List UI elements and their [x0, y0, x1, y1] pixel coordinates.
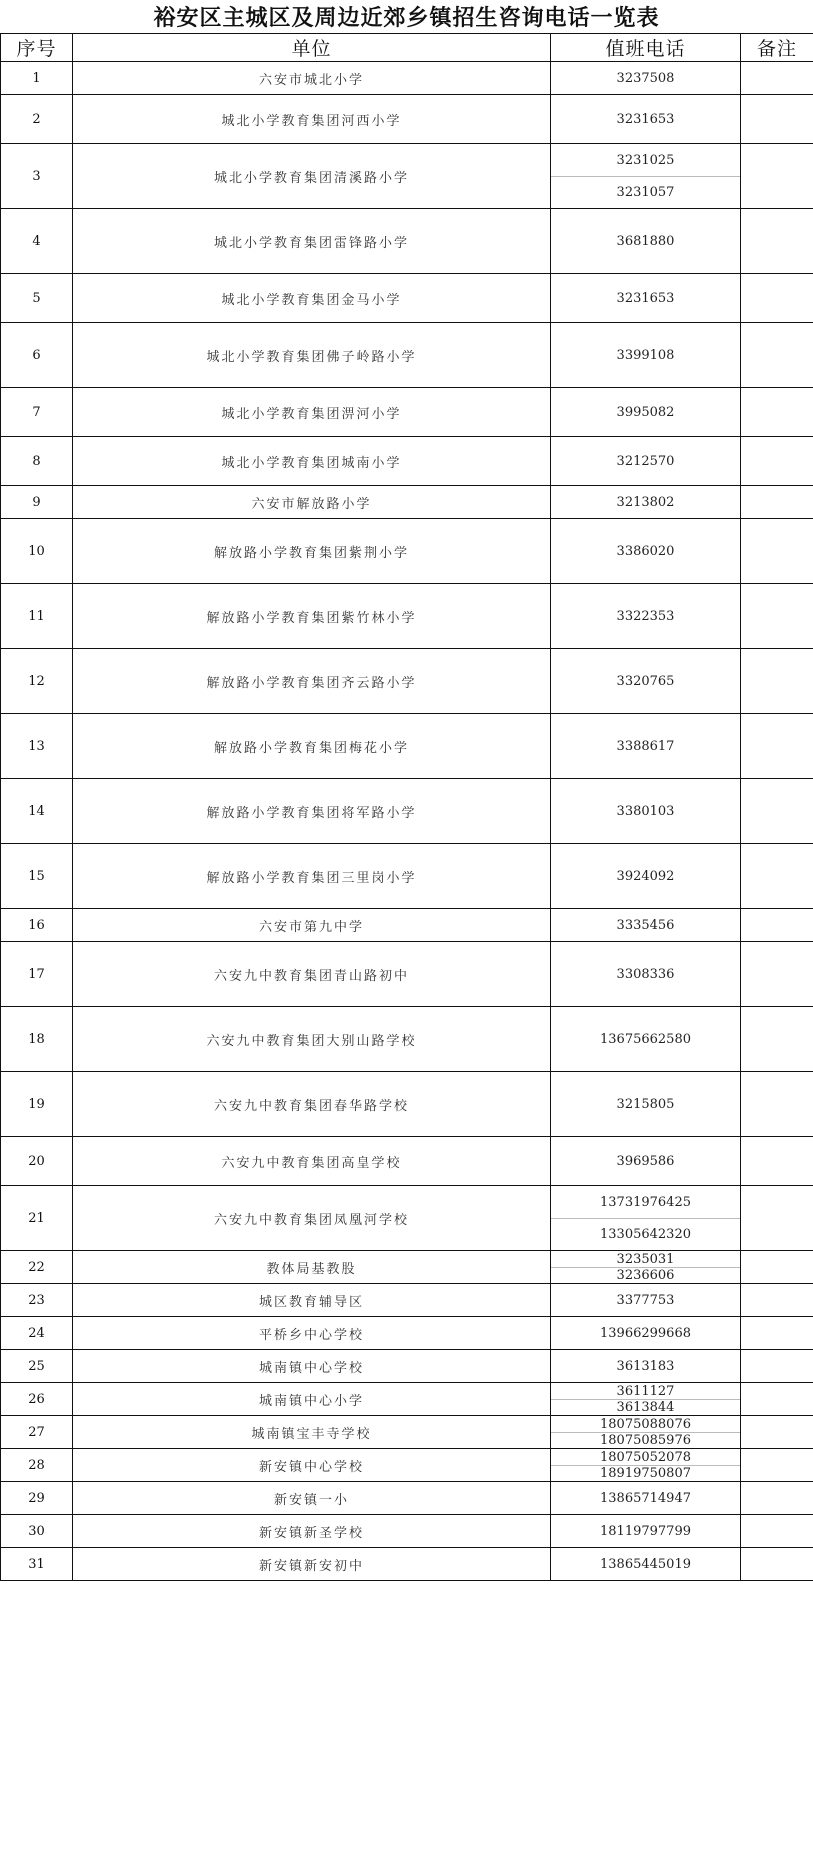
row-number: 22	[1, 1251, 73, 1284]
note-cell	[741, 1186, 813, 1251]
phone-number: 3236606	[551, 1267, 740, 1283]
table-row	[1, 519, 813, 584]
phone-number: 3611127	[616, 1383, 675, 1399]
table-row	[1, 1251, 813, 1284]
unit-name: 平桥乡中心学校	[73, 1317, 551, 1350]
table-row	[1, 1416, 813, 1449]
row-number: 13	[1, 714, 73, 779]
note-cell	[741, 942, 813, 1007]
unit-name: 城北小学教育集团河西小学	[73, 95, 551, 144]
unit-name: 城南镇中心学校	[73, 1350, 551, 1383]
note-cell	[741, 1317, 813, 1350]
table-row	[1, 323, 813, 388]
note-cell	[741, 1284, 813, 1317]
unit-name: 城区教育辅导区	[73, 1284, 551, 1317]
note-cell	[741, 209, 813, 274]
phone-number: 13675662580	[600, 1031, 691, 1047]
unit-name: 城北小学教育集团清溪路小学	[73, 144, 551, 209]
unit-name: 六安市解放路小学	[73, 486, 551, 519]
duty-phone-cell	[551, 388, 741, 437]
note-cell	[741, 1137, 813, 1186]
phone-number: 3613183	[616, 1358, 675, 1374]
duty-phone-cell	[551, 437, 741, 486]
header-phone: 值班电话	[551, 34, 741, 62]
note-cell	[741, 649, 813, 714]
row-number: 1	[1, 62, 73, 95]
unit-name: 城北小学教育集团淠河小学	[73, 388, 551, 437]
phone-number: 3231653	[616, 290, 675, 306]
unit-name: 六安九中教育集团春华路学校	[73, 1072, 551, 1137]
phone-number: 3399108	[616, 347, 675, 363]
duty-phone-cell	[551, 779, 741, 844]
row-number: 5	[1, 274, 73, 323]
header-no: 序号	[1, 34, 73, 62]
row-number: 29	[1, 1482, 73, 1515]
row-number: 14	[1, 779, 73, 844]
table-row	[1, 1449, 813, 1482]
row-number: 20	[1, 1137, 73, 1186]
row-number: 10	[1, 519, 73, 584]
duty-phone-cell	[551, 1416, 741, 1449]
table-row	[1, 1186, 813, 1251]
unit-name: 六安市第九中学	[73, 909, 551, 942]
duty-phone-cell	[551, 1251, 741, 1284]
row-number: 17	[1, 942, 73, 1007]
unit-name: 城北小学教育集团雷锋路小学	[73, 209, 551, 274]
page-title: 裕安区主城区及周边近郊乡镇招生咨询电话一览表	[153, 5, 660, 31]
note-cell	[741, 714, 813, 779]
phone-number: 13966299668	[600, 1325, 691, 1341]
table-row	[1, 1515, 813, 1548]
unit-name: 城北小学教育集团城南小学	[73, 437, 551, 486]
unit-name: 六安市城北小学	[73, 62, 551, 95]
phone-number: 3388617	[616, 738, 675, 754]
phone-number: 3969586	[616, 1153, 675, 1169]
unit-name: 城南镇宝丰寺学校	[73, 1416, 551, 1449]
row-number: 7	[1, 388, 73, 437]
phone-number: 13731976425	[600, 1194, 691, 1210]
duty-phone-cell	[551, 1482, 741, 1515]
phone-number: 3308336	[616, 966, 675, 982]
duty-phone-cell	[551, 1350, 741, 1383]
note-cell	[741, 95, 813, 144]
duty-phone-cell	[551, 486, 741, 519]
note-cell	[741, 779, 813, 844]
note-cell	[741, 1515, 813, 1548]
phone-number: 3213802	[616, 494, 675, 510]
row-number: 11	[1, 584, 73, 649]
duty-phone-cell	[551, 844, 741, 909]
note-cell	[741, 274, 813, 323]
phone-number: 3231025	[616, 152, 675, 168]
phone-number: 3995082	[616, 404, 675, 420]
duty-phone-cell	[551, 274, 741, 323]
phone-number: 13305642320	[551, 1218, 740, 1250]
unit-name: 新安镇中心学校	[73, 1449, 551, 1482]
phone-number: 3237508	[616, 70, 675, 86]
unit-name: 解放路小学教育集团三里岗小学	[73, 844, 551, 909]
table-row	[1, 779, 813, 844]
table-body	[1, 62, 813, 1581]
duty-phone-cell	[551, 323, 741, 388]
phone-number: 13865714947	[600, 1490, 691, 1506]
row-number: 28	[1, 1449, 73, 1482]
unit-name: 解放路小学教育集团将军路小学	[73, 779, 551, 844]
unit-name: 新安镇新安初中	[73, 1548, 551, 1581]
duty-phone-cell	[551, 1137, 741, 1186]
duty-phone-cell	[551, 95, 741, 144]
phone-number: 18075052078	[600, 1449, 691, 1465]
row-number: 26	[1, 1383, 73, 1416]
note-cell	[741, 388, 813, 437]
table-row	[1, 388, 813, 437]
unit-name: 城北小学教育集团金马小学	[73, 274, 551, 323]
note-cell	[741, 1416, 813, 1449]
unit-name: 六安九中教育集团凤凰河学校	[73, 1186, 551, 1251]
table-row	[1, 844, 813, 909]
unit-name: 新安镇一小	[73, 1482, 551, 1515]
note-cell	[741, 1072, 813, 1137]
row-number: 23	[1, 1284, 73, 1317]
duty-phone-cell	[551, 1284, 741, 1317]
note-cell	[741, 144, 813, 209]
header-note: 备注	[741, 34, 813, 62]
phone-number: 3386020	[616, 543, 675, 559]
phone-number: 3613844	[551, 1399, 740, 1415]
row-number: 8	[1, 437, 73, 486]
note-cell	[741, 1449, 813, 1482]
phone-number: 3924092	[616, 868, 675, 884]
duty-phone-cell	[551, 1383, 741, 1416]
table-row	[1, 95, 813, 144]
duty-phone-cell	[551, 62, 741, 95]
table-row	[1, 209, 813, 274]
unit-name: 六安九中教育集团高皇学校	[73, 1137, 551, 1186]
unit-name: 教体局基教股	[73, 1251, 551, 1284]
row-number: 24	[1, 1317, 73, 1350]
table-row	[1, 1317, 813, 1350]
phone-number: 18075088076	[600, 1416, 691, 1432]
note-cell	[741, 323, 813, 388]
phone-number: 3335456	[616, 917, 675, 933]
note-cell	[741, 844, 813, 909]
phone-number: 3681880	[616, 233, 675, 249]
phone-directory-table	[0, 33, 813, 1581]
duty-phone-cell	[551, 1007, 741, 1072]
phone-number: 18119797799	[600, 1523, 691, 1539]
phone-number: 18919750807	[551, 1465, 740, 1481]
duty-phone-cell	[551, 942, 741, 1007]
note-cell	[741, 486, 813, 519]
phone-number: 3322353	[616, 608, 675, 624]
duty-phone-cell	[551, 1449, 741, 1482]
duty-phone-cell	[551, 649, 741, 714]
unit-name: 解放路小学教育集团梅花小学	[73, 714, 551, 779]
row-number: 3	[1, 144, 73, 209]
row-number: 31	[1, 1548, 73, 1581]
note-cell	[741, 1350, 813, 1383]
duty-phone-cell	[551, 209, 741, 274]
table-row	[1, 274, 813, 323]
table-row	[1, 62, 813, 95]
duty-phone-cell	[551, 1186, 741, 1251]
duty-phone-cell	[551, 1317, 741, 1350]
table-row	[1, 714, 813, 779]
table-row	[1, 1383, 813, 1416]
duty-phone-cell	[551, 714, 741, 779]
duty-phone-cell	[551, 1515, 741, 1548]
note-cell	[741, 1007, 813, 1072]
note-cell	[741, 62, 813, 95]
unit-name: 新安镇新圣学校	[73, 1515, 551, 1548]
table-row	[1, 1137, 813, 1186]
table-row	[1, 1350, 813, 1383]
unit-name: 六安九中教育集团大别山路学校	[73, 1007, 551, 1072]
note-cell	[741, 909, 813, 942]
row-number: 12	[1, 649, 73, 714]
phone-number: 3212570	[616, 453, 675, 469]
row-number: 16	[1, 909, 73, 942]
table-row	[1, 144, 813, 209]
phone-number: 3231653	[616, 111, 675, 127]
table-row	[1, 1548, 813, 1581]
phone-number: 3380103	[616, 803, 675, 819]
unit-name: 六安九中教育集团青山路初中	[73, 942, 551, 1007]
note-cell	[741, 1251, 813, 1284]
header-unit: 单位	[73, 34, 551, 62]
table-row	[1, 584, 813, 649]
note-cell	[741, 519, 813, 584]
phone-number: 3320765	[616, 673, 675, 689]
unit-name: 解放路小学教育集团齐云路小学	[73, 649, 551, 714]
duty-phone-cell	[551, 144, 741, 209]
note-cell	[741, 584, 813, 649]
row-number: 19	[1, 1072, 73, 1137]
table-row	[1, 437, 813, 486]
row-number: 6	[1, 323, 73, 388]
note-cell	[741, 1482, 813, 1515]
row-number: 15	[1, 844, 73, 909]
note-cell	[741, 1548, 813, 1581]
row-number: 4	[1, 209, 73, 274]
row-number: 30	[1, 1515, 73, 1548]
phone-number: 3235031	[616, 1251, 675, 1267]
table-row	[1, 649, 813, 714]
row-number: 25	[1, 1350, 73, 1383]
duty-phone-cell	[551, 909, 741, 942]
duty-phone-cell	[551, 1072, 741, 1137]
table-row	[1, 1482, 813, 1515]
duty-phone-cell	[551, 519, 741, 584]
duty-phone-cell	[551, 584, 741, 649]
note-cell	[741, 437, 813, 486]
unit-name: 城南镇中心小学	[73, 1383, 551, 1416]
row-number: 21	[1, 1186, 73, 1251]
duty-phone-cell	[551, 1548, 741, 1581]
row-number: 2	[1, 95, 73, 144]
row-number: 9	[1, 486, 73, 519]
unit-name: 城北小学教育集团佛子岭路小学	[73, 323, 551, 388]
header-row	[1, 34, 813, 62]
table-row	[1, 942, 813, 1007]
phone-number: 13865445019	[600, 1556, 691, 1572]
row-number: 18	[1, 1007, 73, 1072]
phone-number: 3377753	[616, 1292, 675, 1308]
phone-number: 3215805	[616, 1096, 675, 1112]
unit-name: 解放路小学教育集团紫竹林小学	[73, 584, 551, 649]
note-cell	[741, 1383, 813, 1416]
table-row	[1, 1007, 813, 1072]
table-row	[1, 909, 813, 942]
phone-number: 3231057	[551, 176, 740, 208]
table-row	[1, 486, 813, 519]
row-number: 27	[1, 1416, 73, 1449]
unit-name: 解放路小学教育集团紫荆小学	[73, 519, 551, 584]
phone-number: 18075085976	[551, 1432, 740, 1448]
table-row	[1, 1072, 813, 1137]
table-row	[1, 1284, 813, 1317]
